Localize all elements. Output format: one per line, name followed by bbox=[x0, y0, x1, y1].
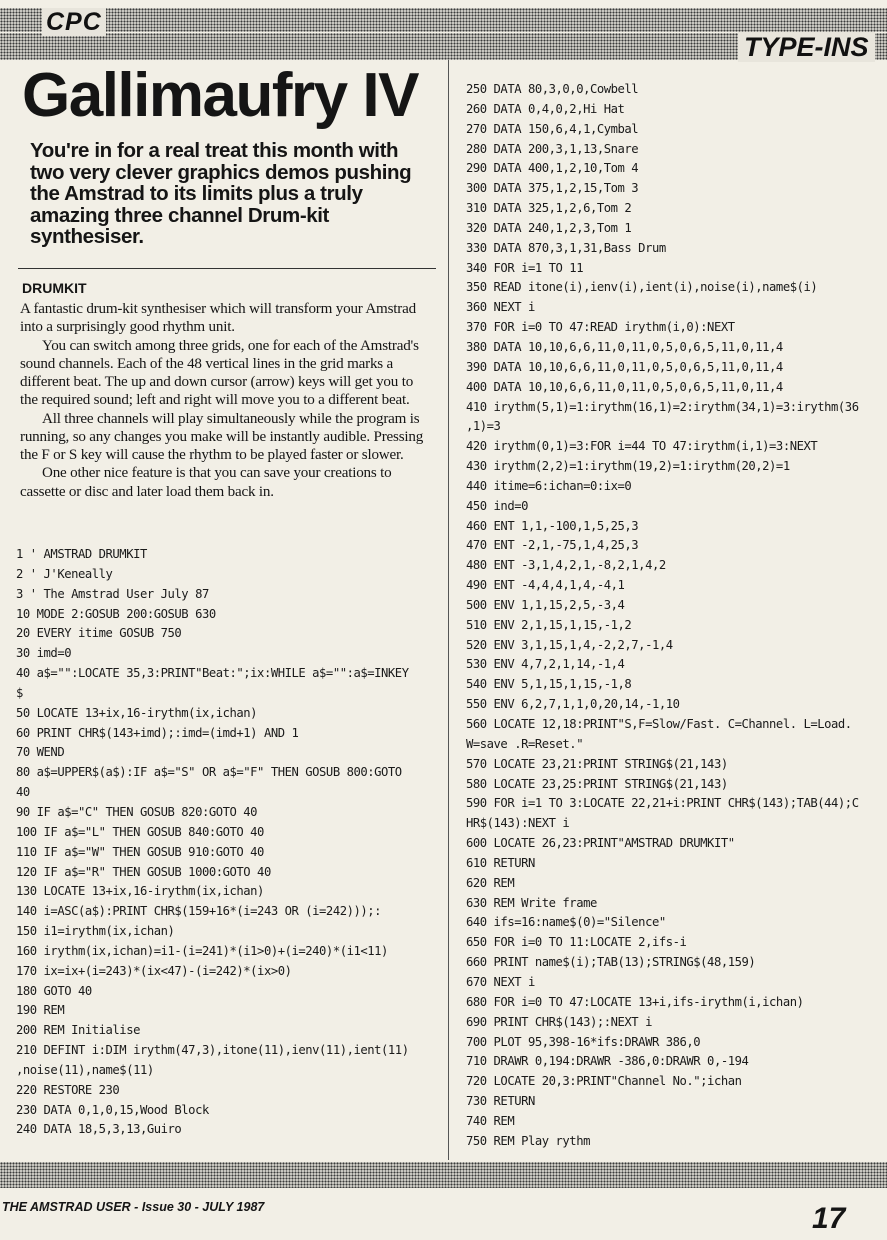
code-line: 160 irythm(ix,ichan)=i1-(i=241)*(i1>0)+(i=240)*(i1<11) bbox=[16, 943, 388, 958]
code-line: 550 ENV 6,2,7,1,1,0,20,14,-1,10 bbox=[466, 697, 680, 712]
code-line: 730 RETURN bbox=[466, 1094, 535, 1109]
code-line: 590 FOR i=1 TO 3:LOCATE 22,21+i:PRINT CHR$(143);TAB(44);C bbox=[466, 796, 859, 811]
code-line: 380 DATA 10,10,6,6,11,0,11,0,5,0,6,5,11,0,11,4 bbox=[466, 339, 783, 354]
code-line: 1 ' AMSTRAD DRUMKIT bbox=[16, 547, 147, 561]
code-line: 400 DATA 10,10,6,6,11,0,11,0,5,0,6,5,11,0,11,4 bbox=[466, 379, 783, 394]
code-listing-right bbox=[466, 80, 876, 1152]
code-line: 700 PLOT 95,398-16*ifs:DRAWR 386,0 bbox=[466, 1034, 701, 1049]
code-line: 180 GOTO 40 bbox=[16, 983, 92, 998]
code-line: 570 LOCATE 23,21:PRINT STRING$(21,143) bbox=[466, 756, 728, 771]
code-line: 670 NEXT i bbox=[466, 974, 535, 989]
code-line: 650 FOR i=0 TO 11:LOCATE 2,ifs-i bbox=[466, 935, 687, 950]
code-line: 10 MODE 2:GOSUB 200:GOSUB 630 bbox=[16, 606, 216, 621]
category-label-typeins: TYPE-INS bbox=[738, 32, 875, 62]
code-line: 240 DATA 18,5,3,13,Guiro bbox=[16, 1122, 182, 1137]
body-paragraph: You can switch among three grids, one for each of the Amstrad's sound channels. Each of the 48 vertical lines in the grid marks a different beat. The up and down cursor (arrow) keys will get you to the required sound; left and right will move you to a different beat. bbox=[20, 337, 419, 409]
code-line: 340 FOR i=1 TO 11 bbox=[466, 260, 584, 275]
code-line: 720 LOCATE 20,3:PRINT"Channel No.";ichan bbox=[466, 1074, 742, 1089]
code-line: 390 DATA 10,10,6,6,11,0,11,0,5,0,6,5,11,0,11,4 bbox=[466, 359, 783, 374]
code-line: 300 DATA 375,1,2,15,Tom 3 bbox=[466, 181, 639, 196]
code-listing-left bbox=[16, 545, 441, 1140]
code-line: 70 WEND bbox=[16, 745, 65, 760]
code-line: 3 ' The Amstrad User July 87 bbox=[16, 586, 209, 601]
code-line: 140 i=ASC(a$):PRINT CHR$(159+16*(i=243 OR (i=242)));: bbox=[16, 904, 382, 919]
code-line: $ bbox=[16, 685, 23, 700]
code-line: 680 FOR i=0 TO 47:LOCATE 13+i,ifs-irythm(i,ichan) bbox=[466, 994, 804, 1009]
code-line: 270 DATA 150,6,4,1,Cymbal bbox=[466, 121, 639, 136]
code-line: 260 DATA 0,4,0,2,Hi Hat bbox=[466, 101, 625, 116]
code-line: 250 DATA 80,3,0,0,Cowbell bbox=[466, 82, 639, 96]
intro-divider bbox=[18, 268, 436, 269]
code-line: 280 DATA 200,3,1,13,Snare bbox=[466, 141, 639, 156]
body-paragraph: One other nice feature is that you can save your creations to cassette or disc and later load them back in. bbox=[20, 465, 392, 500]
code-line: 130 LOCATE 13+ix,16-irythm(ix,ichan) bbox=[16, 884, 264, 899]
footer-publication: THE AMSTRAD USER - Issue 30 - JULY 1987 bbox=[2, 1200, 265, 1214]
code-line: 30 imd=0 bbox=[16, 646, 72, 661]
code-line: 2 ' J'Keneally bbox=[16, 566, 113, 581]
body-paragraph: A fantastic drum-kit synthesiser which will transform your Amstrad into a surprisingly good rhythm unit. bbox=[20, 301, 416, 336]
header-band-top bbox=[0, 8, 887, 32]
article-body bbox=[20, 300, 430, 501]
code-line: 220 RESTORE 230 bbox=[16, 1082, 120, 1097]
code-line: 190 REM bbox=[16, 1003, 65, 1018]
code-line: 490 ENT -4,4,4,1,4,-4,1 bbox=[466, 578, 625, 593]
code-line: 630 REM Write frame bbox=[466, 895, 597, 910]
code-line: 50 LOCATE 13+ix,16-irythm(ix,ichan) bbox=[16, 705, 258, 720]
code-line: ,noise(11),name$(11) bbox=[16, 1062, 154, 1077]
code-line: 480 ENT -3,1,4,2,1,-8,2,1,4,2 bbox=[466, 558, 666, 573]
code-line: 370 FOR i=0 TO 47:READ irythm(i,0):NEXT bbox=[466, 320, 735, 335]
code-line: 640 ifs=16:name$(0)="Silence" bbox=[466, 915, 666, 930]
section-label-cpc: CPC bbox=[42, 8, 106, 36]
code-line: 310 DATA 325,1,2,6,Tom 2 bbox=[466, 201, 632, 216]
code-line: W=save .R=Reset." bbox=[466, 736, 584, 751]
code-line: 200 REM Initialise bbox=[16, 1023, 140, 1038]
code-line: 530 ENV 4,7,2,1,14,-1,4 bbox=[466, 657, 625, 672]
code-line: 170 ix=ix+(i=243)*(ix<47)-(i=242)*(ix>0) bbox=[16, 963, 292, 978]
code-line: 750 REM Play rythm bbox=[466, 1133, 590, 1148]
code-line: 110 IF a$="W" THEN GOSUB 910:GOTO 40 bbox=[16, 844, 264, 859]
code-line: 320 DATA 240,1,2,3,Tom 1 bbox=[466, 220, 632, 235]
code-line: 510 ENV 2,1,15,1,15,-1,2 bbox=[466, 617, 632, 632]
code-line: 350 READ itone(i),ienv(i),ient(i),noise(i),name$(i) bbox=[466, 280, 818, 295]
code-line: 660 PRINT name$(i);TAB(13);STRING$(48,159) bbox=[466, 955, 756, 970]
code-line: ,1)=3 bbox=[466, 419, 501, 434]
code-line: 150 i1=irythm(ix,ichan) bbox=[16, 924, 175, 939]
code-line: 600 LOCATE 26,23:PRINT"AMSTRAD DRUMKIT" bbox=[466, 836, 735, 851]
code-line: 100 IF a$="L" THEN GOSUB 840:GOTO 40 bbox=[16, 824, 264, 839]
code-line: 710 DRAWR 0,194:DRAWR -386,0:DRAWR 0,-194 bbox=[466, 1054, 749, 1069]
code-line: 520 ENV 3,1,15,1,4,-2,2,7,-1,4 bbox=[466, 637, 673, 652]
code-line: 580 LOCATE 23,25:PRINT STRING$(21,143) bbox=[466, 776, 728, 791]
code-line: 330 DATA 870,3,1,31,Bass Drum bbox=[466, 240, 666, 255]
article-title: Gallimaufry IV bbox=[22, 61, 418, 130]
code-line: 290 DATA 400,1,2,10,Tom 4 bbox=[466, 161, 639, 176]
code-line: 20 EVERY itime GOSUB 750 bbox=[16, 626, 182, 641]
code-line: 460 ENT 1,1,-100,1,5,25,3 bbox=[466, 518, 639, 533]
code-line: 60 PRINT CHR$(143+imd);:imd=(imd+1) AND 1 bbox=[16, 725, 299, 740]
column-divider bbox=[448, 60, 449, 1160]
code-line: 360 NEXT i bbox=[466, 300, 535, 315]
code-line: 40 bbox=[16, 785, 30, 800]
code-line: 500 ENV 1,1,15,2,5,-3,4 bbox=[466, 597, 625, 612]
code-line: 430 irythm(2,2)=1:irythm(19,2)=1:irythm(20,2)=1 bbox=[466, 459, 790, 474]
footer-band bbox=[0, 1162, 887, 1188]
code-line: 40 a$="":LOCATE 35,3:PRINT"Beat:";ix:WHILE a$="":a$=INKEY bbox=[16, 666, 409, 681]
code-line: 560 LOCATE 12,18:PRINT"S,F=Slow/Fast. C=Channel. L=Load. bbox=[466, 717, 852, 731]
code-line: 610 RETURN bbox=[466, 855, 535, 870]
code-line: 740 REM bbox=[466, 1113, 515, 1128]
code-line: 410 irythm(5,1)=1:irythm(16,1)=2:irythm(34,1)=3:irythm(36 bbox=[466, 399, 859, 414]
code-line: 450 ind=0 bbox=[466, 498, 528, 513]
code-line: 120 IF a$="R" THEN GOSUB 1000:GOTO 40 bbox=[16, 864, 271, 879]
code-line: 230 DATA 0,1,0,15,Wood Block bbox=[16, 1102, 209, 1117]
code-line: 420 irythm(0,1)=3:FOR i=44 TO 47:irythm(i,1)=3:NEXT bbox=[466, 439, 818, 454]
section-heading: DRUMKIT bbox=[22, 280, 87, 296]
article-intro: You're in for a real treat this month with two very clever graphics demos pushing the Amstrad to its limits plus a truly amazing three channel Drum-kit synthesiser. bbox=[30, 139, 412, 248]
code-line: 440 itime=6:ichan=0:ix=0 bbox=[466, 478, 632, 493]
code-line: 470 ENT -2,1,-75,1,4,25,3 bbox=[466, 538, 639, 553]
body-paragraph: All three channels will play simultaneously while the program is running, so any changes you make will be instantly audible. Pressing the F or S key will cause the rhythm to be played faster or slower. bbox=[20, 410, 424, 463]
code-line: 80 a$=UPPER$(a$):IF a$="S" OR a$="F" THEN GOSUB 800:GOTO bbox=[16, 765, 402, 780]
code-line: 210 DEFINT i:DIM irythm(47,3),itone(11),ienv(11),ient(11) bbox=[16, 1043, 409, 1058]
code-line: 90 IF a$="C" THEN GOSUB 820:GOTO 40 bbox=[16, 804, 258, 819]
code-line: 690 PRINT CHR$(143);:NEXT i bbox=[466, 1014, 652, 1029]
code-line: HR$(143):NEXT i bbox=[466, 816, 570, 831]
code-line: 620 REM bbox=[466, 875, 515, 890]
code-line: 540 ENV 5,1,15,1,15,-1,8 bbox=[466, 677, 632, 692]
page-number: 17 bbox=[812, 1202, 846, 1235]
